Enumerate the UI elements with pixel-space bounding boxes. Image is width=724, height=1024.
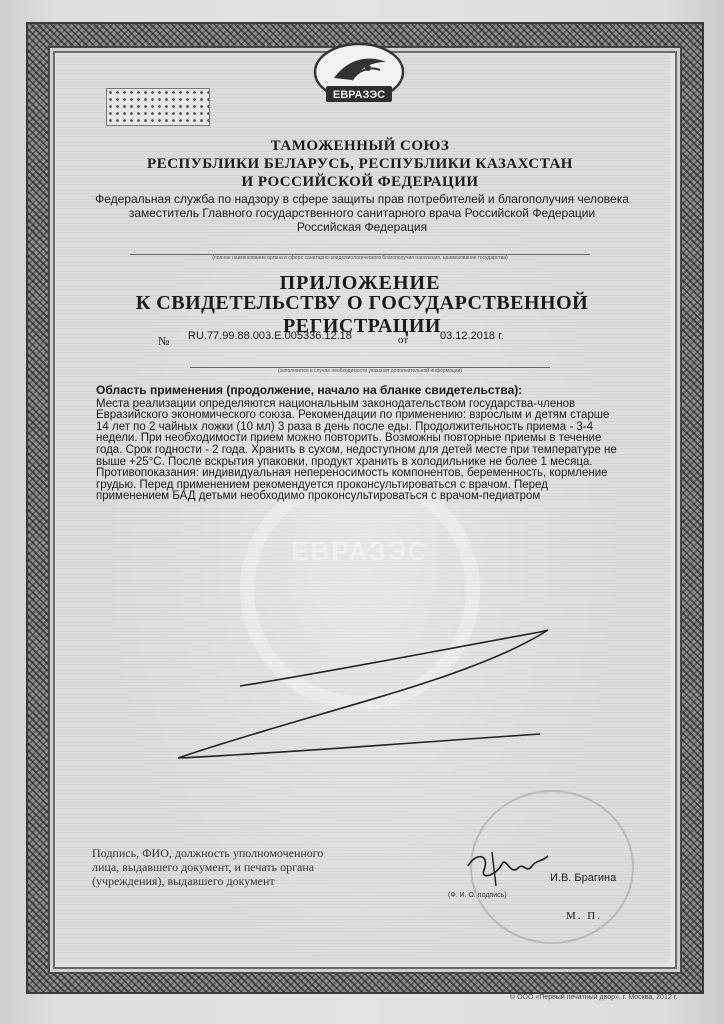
signature-label-line: лица, выдавшего документ, и печать органа: [92, 860, 315, 874]
watermark-text: ЕВРАЗЭС: [291, 536, 429, 566]
signature-label: [92, 846, 392, 888]
handwritten-signature: [462, 846, 552, 890]
registration-date: 03.12.2018 г.: [440, 330, 504, 342]
body-line: применением БАД детьми необходимо проконсультироваться с врачом-педиатром: [96, 490, 541, 503]
registration-number: RU.77.99.88.003.Е.005336.12.18: [188, 330, 352, 342]
union-title-2: РЕСПУБЛИКИ БЕЛАРУСЬ, РЕСПУБЛИКИ КАЗАХСТАН: [147, 156, 573, 172]
body-line: Противопоказания: индивидуальная непереносимость компонентов, беременность, кормление: [96, 467, 608, 480]
signer-name: И.В. Брагина: [550, 872, 617, 884]
body-line: выше +25°С. После вскрытия упаковки, продукт хранить в холодильнике не более 1 месяца.: [96, 455, 593, 468]
signature-label-line: Подпись, ФИО, должность уполномоченного: [92, 846, 324, 860]
body-line: года. Срок годности - 2 года. Хранить в сухом, недоступном для детей месте при температуре не: [96, 443, 617, 456]
number-caption: (заполняется в случае необходимости указания дополнительной информации): [190, 367, 550, 374]
body-line: грудью. Перед применением рекомендуется проконсультироваться с врачом. Перед: [96, 478, 548, 491]
union-title-3: И РОССИЙСКОЙ ФЕДЕРАЦИИ: [241, 174, 479, 190]
body-line: 14 лет по 2 чайных ложки (10 мл) 3 раза в день после еды. Продолжительность приема - 3-4: [96, 420, 593, 433]
title-line-2: К СВИДЕТЕЛЬСТВУ О ГОСУДАРСТВЕННОЙ РЕГИСТРАЦИИ: [135, 292, 589, 337]
date-label: от: [398, 334, 409, 346]
section-heading: Область применения (продолжение, начало на бланке свидетельства):: [96, 383, 523, 397]
seal-label: М. П.: [566, 910, 602, 922]
signature-label-line: (учреждения), выдавшего документ: [92, 874, 275, 888]
number-label: №: [158, 334, 170, 348]
union-title-1: ТАМОЖЕННЫЙ СОЮЗ: [270, 138, 450, 154]
body-line: Евразийского экономического союза. Рекомендации по применению: взрослым и детям старше: [96, 409, 610, 422]
title-line-1: ПРИЛОЖЕНИЕ: [279, 272, 441, 294]
fio-caption: (Ф. И. О. подпись): [448, 892, 507, 899]
logo-text: ЕВРАЗЭС: [332, 89, 386, 101]
authority-line-2: заместитель Главного государственного санитарного врача Российской Федерации: [128, 206, 596, 220]
body-line: недели. При необходимости прием можно повторить. Возможны повторные приемы в течение: [96, 432, 602, 445]
authority-line-3: Российская Федерация: [296, 220, 428, 234]
body-line: Места реализации определяются национальным законодательством государства-членов: [96, 397, 576, 410]
authority-line-1: Федеральная служба по надзору в сфере защиты прав потребителей и благополучия человека: [95, 192, 629, 206]
authority-caption: (полное наименование органа в сфере санитарно-эпидемиологического благополучия населения, наименование государства): [130, 254, 590, 261]
printer-footer: © ООО «Первый печатный двор», г. Москва, 2012 г.: [510, 994, 678, 1001]
